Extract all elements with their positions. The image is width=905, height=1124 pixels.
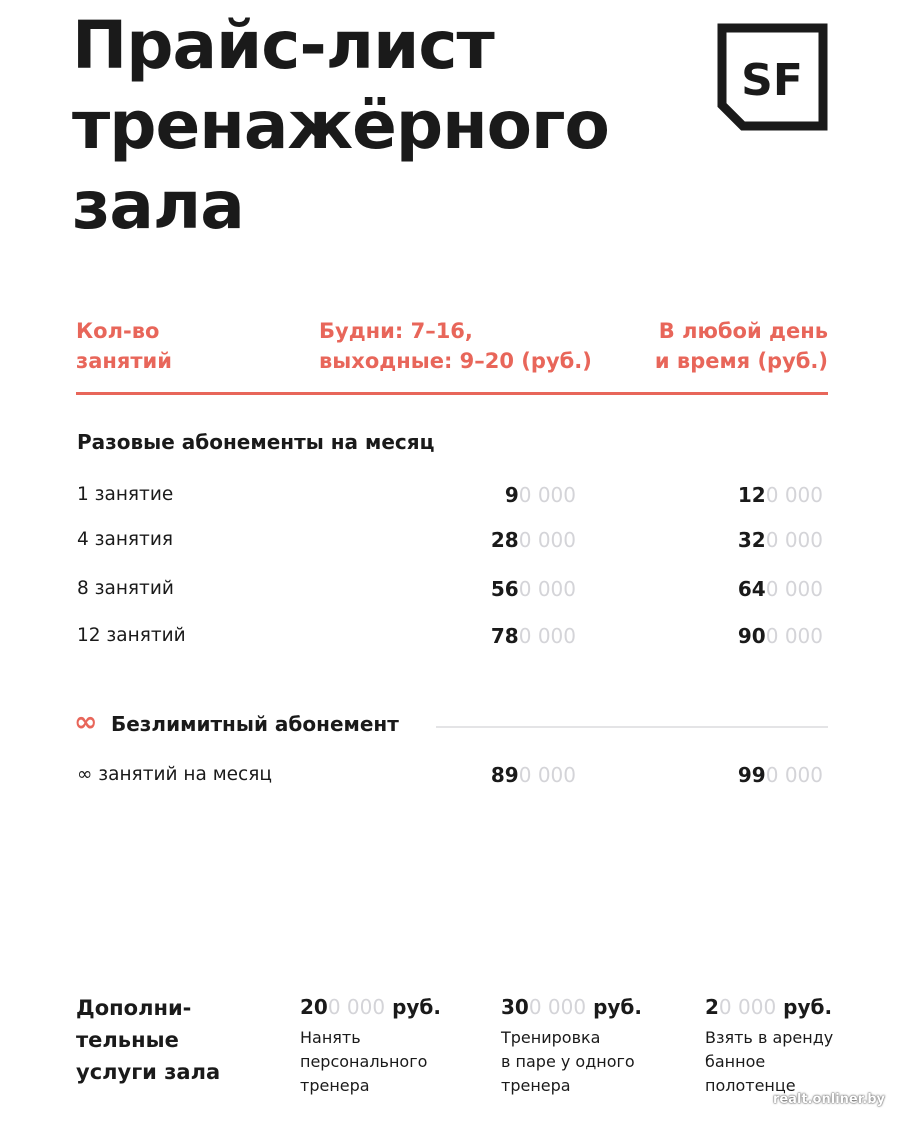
sf-logo: [717, 23, 828, 131]
header-qty-line: занятий: [76, 349, 172, 373]
header-divider: [76, 392, 828, 395]
infinity-icon: ∞: [74, 705, 98, 738]
row-name: 8 занятий: [77, 578, 174, 599]
service-price: 200 000 руб.: [300, 995, 441, 1019]
weekday-price: 890 000: [490, 763, 576, 787]
header-weekday: [319, 316, 592, 376]
extra-title-line: Дополни-: [76, 996, 192, 1020]
header-any-time: [655, 316, 828, 376]
watermark: realt.onliner.by: [772, 1092, 885, 1107]
any-time-price: 640 000: [737, 577, 823, 601]
weekday-price: 90 000: [504, 483, 576, 507]
price-row: [0, 760, 905, 790]
single-section-title: Разовые абонементы на месяц: [77, 430, 435, 454]
header-any-line: и время (руб.): [654, 349, 828, 373]
unlimited-divider: [436, 726, 828, 728]
header-weekday-line: выходные: 9–20 (руб.): [319, 349, 592, 373]
service-price: 300 000 руб.: [501, 995, 642, 1019]
service-description: Взять в аренду банное полотенце: [705, 1028, 834, 1095]
sf-logo-icon: [717, 23, 828, 131]
price-row: [0, 525, 905, 555]
header-qty: [76, 316, 172, 376]
service-price: 20 000 руб.: [705, 995, 833, 1019]
extra-title-line: услуги зала: [76, 1060, 221, 1084]
title-line: зала: [72, 167, 244, 244]
weekday-price: 780 000: [490, 624, 576, 648]
weekday-price: 560 000: [490, 577, 576, 601]
any-time-price: 990 000: [737, 763, 823, 787]
service-description: Тренировка в паре у одного тренера: [501, 1028, 635, 1095]
price-row: [0, 480, 905, 510]
price-row: [0, 621, 905, 651]
service-personal-trainer: [300, 992, 441, 1098]
logo-text: SF: [741, 55, 803, 106]
page-title: [72, 6, 609, 246]
title-line: Прайс-лист: [72, 7, 494, 84]
title-line: тренажёрного: [72, 87, 609, 164]
extra-services-title: [76, 992, 220, 1088]
service-description: Нанять персонального тренера: [300, 1028, 428, 1095]
any-time-price: 900 000: [737, 624, 823, 648]
row-name: 4 занятия: [77, 529, 173, 550]
row-name: ∞ занятий на месяц: [77, 764, 272, 785]
extra-title-line: тельные: [76, 1028, 179, 1052]
service-towel-rental: [705, 992, 833, 1098]
service-pair-training: [501, 992, 642, 1098]
price-row: [0, 574, 905, 604]
weekday-price: 280 000: [490, 528, 576, 552]
unlimited-section-title: Безлимитный абонемент: [111, 712, 399, 736]
header-any-line: В любой день: [658, 319, 828, 343]
any-time-price: 320 000: [737, 528, 823, 552]
header-weekday-line: Будни: 7–16,: [319, 319, 473, 343]
header-qty-line: Кол-во: [76, 319, 160, 343]
row-name: 12 занятий: [77, 625, 186, 646]
row-name: 1 занятие: [77, 484, 174, 505]
any-time-price: 120 000: [737, 483, 823, 507]
